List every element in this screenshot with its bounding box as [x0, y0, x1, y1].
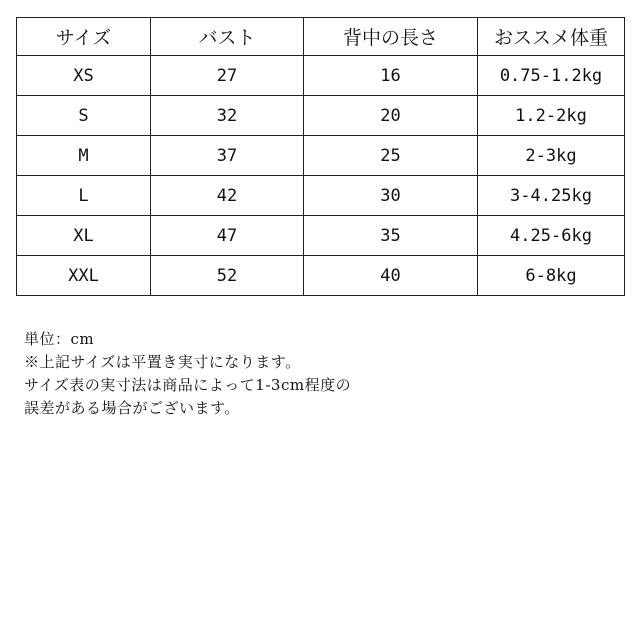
table-row	[17, 56, 625, 96]
cell-bust: 32	[151, 96, 304, 136]
header-back-length: 背中の長さ	[304, 18, 478, 56]
cell-weight: 3-4.25kg	[478, 176, 625, 216]
cell-back-length: 40	[304, 256, 478, 296]
size-table	[16, 17, 625, 296]
cell-size: XS	[17, 56, 151, 96]
table-row	[17, 256, 625, 296]
cell-back-length: 20	[304, 96, 478, 136]
table-row	[17, 96, 625, 136]
cell-size: M	[17, 136, 151, 176]
unit-note: 単位：cm	[24, 330, 95, 348]
table-row	[17, 136, 625, 176]
cell-bust: 47	[151, 216, 304, 256]
cell-weight: 1.2-2kg	[478, 96, 625, 136]
cell-back-length: 35	[304, 216, 478, 256]
cell-back-length: 16	[304, 56, 478, 96]
cell-weight: 0.75-1.2kg	[478, 56, 625, 96]
cell-bust: 37	[151, 136, 304, 176]
tolerance-note-line2: 誤差がある場合がございます。	[24, 399, 240, 417]
header-row	[17, 18, 625, 56]
cell-back-length: 30	[304, 176, 478, 216]
cell-bust: 42	[151, 176, 304, 216]
table-row	[17, 176, 625, 216]
header-size: サイズ	[17, 18, 151, 56]
cell-weight: 4.25-6kg	[478, 216, 625, 256]
cell-size: XXL	[17, 256, 151, 296]
cell-bust: 52	[151, 256, 304, 296]
cell-size: S	[17, 96, 151, 136]
cell-size: XL	[17, 216, 151, 256]
cell-weight: 6-8kg	[478, 256, 625, 296]
header-bust: バスト	[151, 18, 304, 56]
measurement-note: ※上記サイズは平置き実寸になります。	[24, 353, 301, 371]
tolerance-note-line1: サイズ表の実寸法は商品によって1-3cm程度の	[24, 376, 352, 394]
notes	[24, 328, 624, 420]
cell-back-length: 25	[304, 136, 478, 176]
table-header	[17, 18, 625, 56]
cell-bust: 27	[151, 56, 304, 96]
header-recommended-weight: おススメ体重	[478, 18, 625, 56]
table-row	[17, 216, 625, 256]
cell-weight: 2-3kg	[478, 136, 625, 176]
table-body	[17, 56, 625, 296]
cell-size: L	[17, 176, 151, 216]
